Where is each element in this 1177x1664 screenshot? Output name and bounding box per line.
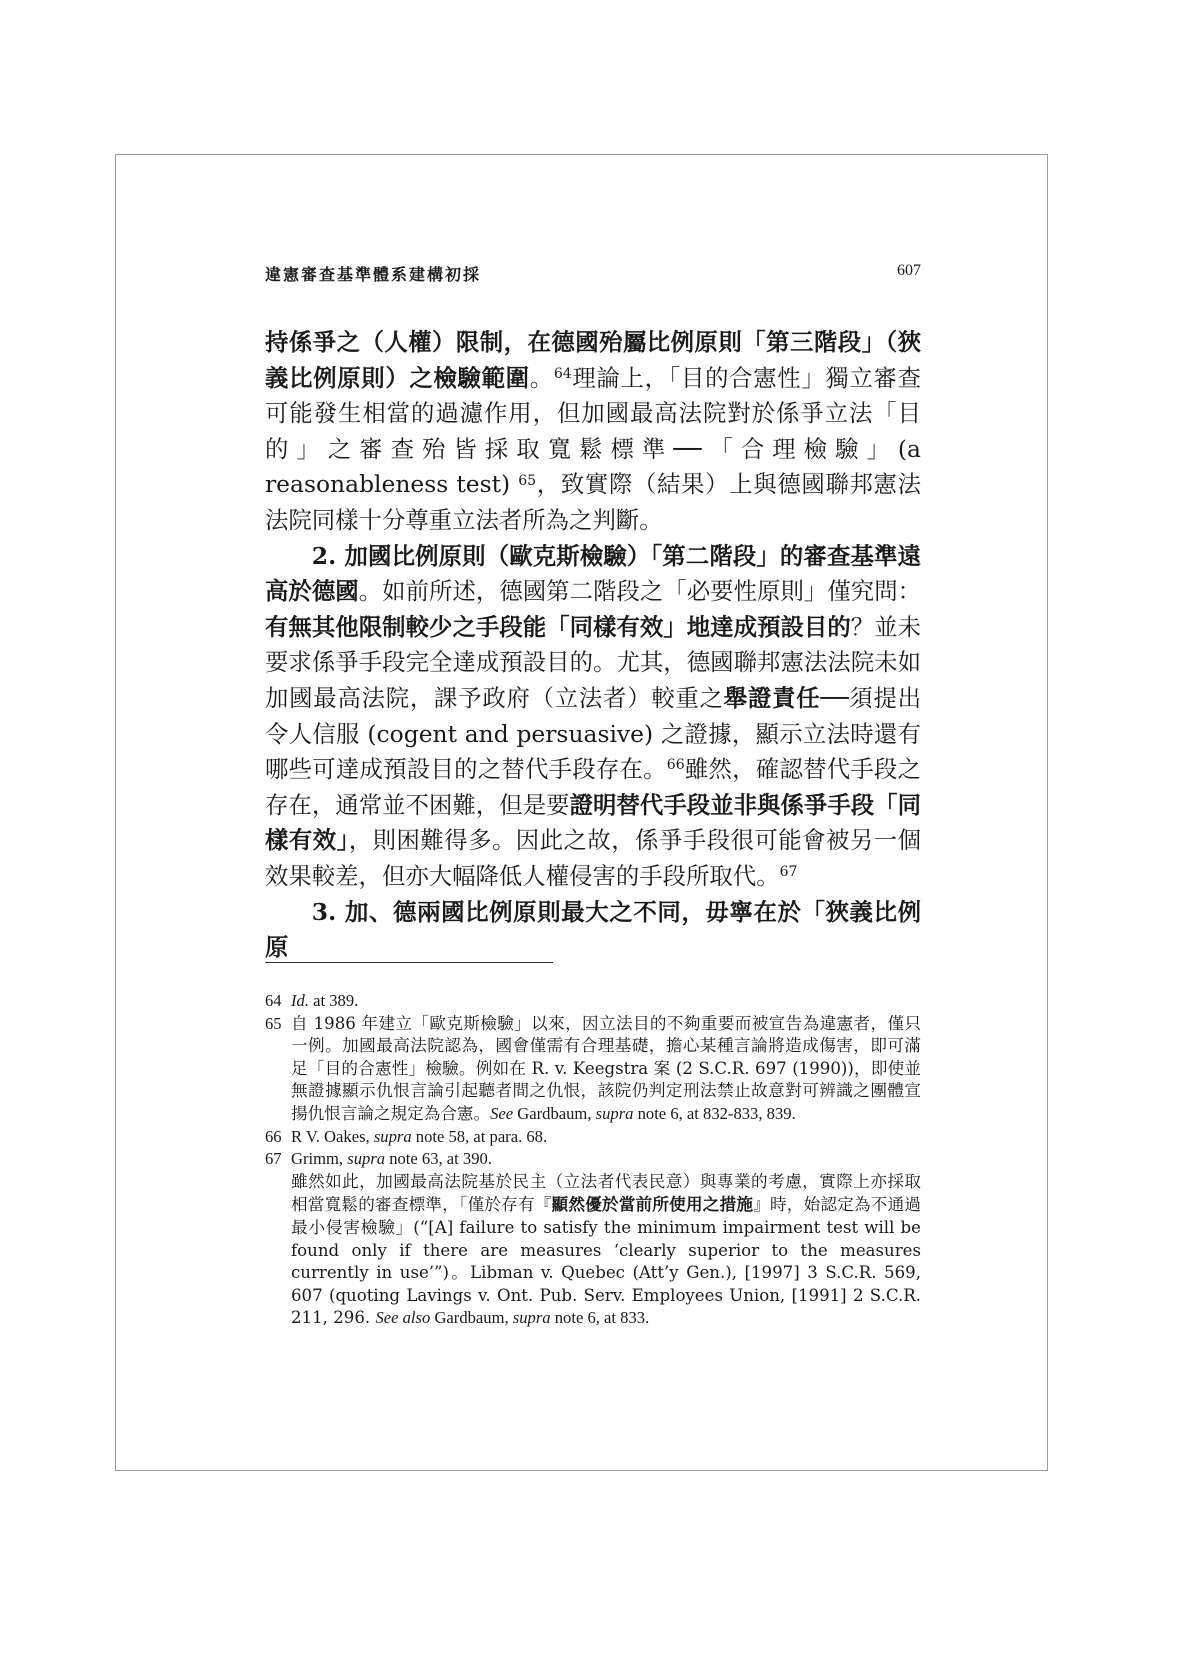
- footnote-italic: supra: [512, 1308, 551, 1328]
- footnote-number: 64: [265, 991, 282, 1010]
- body-text: [265, 325, 921, 966]
- running-header: [265, 262, 921, 286]
- footnote-text: 自 1986 年建立「歐克斯檢驗」以來，因立法目的不夠重要而被宣告為違憲者，僅只一例。加國最高法院認為，國會僅需有合理基礎，擔心某種言論將造成傷害，即可滿足「目的合憲性」檢驗。例如在 R. v. Keegstra 案 (2 S.C.R. 697 (1990))，即使並無證據顯示仇恨言論引起聽者間之仇恨，該院仍判定刑法禁止故意對可辨識之團體宣揚仇恨言論之規定為合憲。: [291, 1013, 921, 1123]
- footnote-text: note 63, at 390.: [385, 1149, 492, 1169]
- paragraph-3: [265, 895, 921, 966]
- text-run: 。: [529, 363, 554, 392]
- footnote-divider: [265, 962, 553, 963]
- emphasis-text: 舉證責任: [723, 683, 821, 712]
- paragraph-2: [265, 539, 921, 895]
- emphasis-text: 2. 加國比例原則（歐克斯檢驗）「第二階段」的審查基準遠高於德國: [265, 541, 921, 606]
- footnote-text: Gardbaum,: [430, 1308, 513, 1328]
- footnote-ref[interactable]: 66: [666, 757, 685, 774]
- running-title: 違憲審查基準體系建構初採: [265, 265, 482, 284]
- footnote-continuation: [291, 1171, 921, 1330]
- footnote-bold: 顯然優於當前所使用之措施: [551, 1194, 754, 1215]
- footnote-text: note 6, at 833.: [550, 1308, 650, 1328]
- footnote-italic: supra: [347, 1149, 386, 1169]
- footnote-text: note 58, at para. 68.: [411, 1126, 548, 1146]
- text-run: ──須提出令人信服 (cogent and persuasive) 之證據，顯示立法時還有哪些可達成預設目的之替代手段存在。: [265, 683, 921, 784]
- footnote-text: 雖然如此，加國最高法院基於民主（立法者代表民意）與專業的考慮，實際上亦採取相當寬鬆的審查標準，「僅於存有『: [291, 1171, 921, 1215]
- footnote-ref[interactable]: 67: [779, 864, 798, 881]
- footnote-number: 67: [265, 1149, 282, 1169]
- footnote-text: at 389.: [308, 991, 359, 1010]
- text-run: ，致實際（結果）上與德國聯邦憲法法院同樣十分尊重立法者所為之判斷。: [265, 470, 921, 534]
- emphasis-text: 3. 加、德兩國比例原則最大之不同，毋寧在於「狹義比例原: [265, 897, 921, 962]
- text-run: 理論上，「目的合憲性」獨立審查可能發生相當的過濾作用，但加國最高法院對於係爭立法「目的」之審查殆皆採取寬鬆標準──「合理檢驗」(a reasonableness test): [265, 363, 922, 499]
- footnote-64: [265, 990, 921, 1013]
- footnote-italic: Id.: [291, 991, 309, 1010]
- footnote-ref[interactable]: 65: [518, 472, 537, 489]
- footnote-number: 66: [265, 1126, 282, 1146]
- footnote-66: [265, 1126, 921, 1149]
- footnote-67: [265, 1148, 921, 1330]
- footnote-text: Grimm,: [291, 1149, 348, 1169]
- emphasis-text: 持係爭之（人權）限制，在德國殆屬比例原則「第三階段」（狹義比例原則）之檢驗範圍: [265, 328, 921, 392]
- paragraph-1: [265, 325, 921, 539]
- text-run: ？並未要求係爭手段完全達成預設目的。尤其，德國聯邦憲法法院未如加國最高法院，課予政府（立法者）較重之: [265, 612, 922, 712]
- footnote-text: R V. Oakes,: [291, 1126, 374, 1146]
- footnote-text: 』時，始認定為不通過最小侵害檢驗」(“[A] failure to satisfy the minimum impairment test will be found only if there are measures ‘clearly superior to the measures currently in use’”)。Libman v. Quebec (Att’y Gen.), [1997] 3 S.C.R. 569, 607 (quoting Lavings v. Ont. Pub. Serv. Employees Union, [1991] 2 S.C.R. 211, 296.: [291, 1195, 922, 1328]
- text-run: 。如前所述，德國第二階段之「必要性原則」僅究問：: [358, 577, 922, 606]
- footnote-italic: See: [490, 1103, 514, 1123]
- footnote-number: 65: [265, 1013, 282, 1033]
- emphasis-text: 證明替代手段並非與係爭手段「同樣有效」: [265, 790, 922, 855]
- footnotes: [265, 990, 921, 1330]
- footnote-italic: supra: [595, 1103, 634, 1123]
- footnote-65: [265, 1013, 921, 1126]
- text-run: ，則困難得多。因此之故，係爭手段很可能會被另一個效果較差，但亦大幅降低人權侵害的手段所取代。: [265, 826, 921, 890]
- footnote-text: note 6, at 832-833, 839.: [633, 1103, 796, 1123]
- footnote-italic: supra: [373, 1126, 412, 1146]
- footnote-italic: See also: [375, 1308, 431, 1328]
- text-run: 雖然，確認替代手段之存在，通常並不困難，但是要: [265, 755, 922, 819]
- footnote-ref[interactable]: 64: [553, 365, 572, 382]
- page-number: 607: [897, 262, 921, 279]
- emphasis-text: 有無其他限制較少之手段能「同樣有效」地達成預設目的: [265, 612, 851, 641]
- footnote-text: Gardbaum,: [513, 1103, 596, 1123]
